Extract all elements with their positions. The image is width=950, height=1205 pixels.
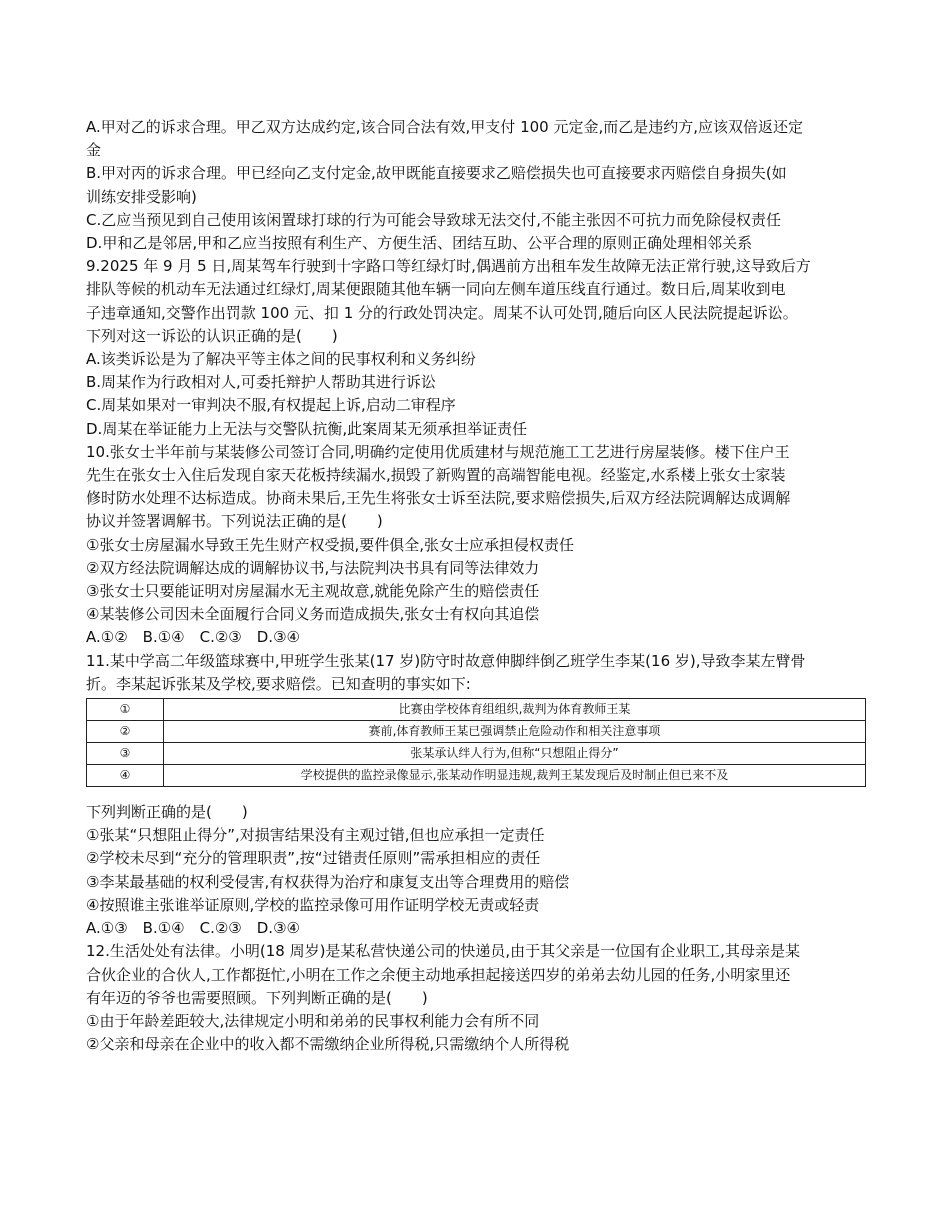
q10-statement-4: ④某装修公司因未全面履行合同义务而造成损失,张女士有权向其追偿 — [86, 605, 540, 624]
q8-option-d: D.甲和乙是邻居,甲和乙应当按照有利生产、方便生活、团结互助、公平合理的原则正确处理相邻关系 — [86, 234, 753, 253]
table-row — [87, 765, 866, 787]
fact-number: ④ — [87, 765, 164, 787]
q9-stem-line-3: 子违章通知,交警作出罚款 100 元、扣 1 分的行政处罚决定。周某不认可处罚,随后向区人民法院提起诉讼。 — [86, 303, 798, 322]
fact-text: 比赛由学校体育组组织,裁判为体育教师王某 — [164, 699, 866, 721]
q8-option-a-continued: 金 — [86, 141, 102, 160]
q9-option-a: A.该类诉讼是为了解决平等主体之间的民事权利和义务纠纷 — [86, 350, 476, 369]
question-11 — [86, 650, 868, 941]
q9-stem-line-4: 下列对这一诉讼的认识正确的是( ) — [86, 326, 338, 345]
q9-option-d: D.周某在举证能力上无法与交警队抗衡,此案周某无须承担举证责任 — [86, 419, 528, 438]
fact-number: ③ — [87, 743, 164, 765]
fact-text: 张某承认绊人行为,但称“只想阻止得分” — [164, 743, 866, 765]
q11-stem-line-1: 11.某中学高二年级篮球赛中,甲班学生张某(17 岁)防守时故意伸脚绊倒乙班学生李某(16 岁),导致李某左臂骨 — [86, 651, 806, 670]
table-row — [87, 721, 866, 743]
q11-statement-2: ②学校未尽到“充分的管理职责”,按“过错责任原则”需承担相应的责任 — [86, 849, 541, 868]
q11-question: 下列判断正确的是( ) — [86, 803, 248, 822]
fact-number: ② — [87, 721, 164, 743]
q11-facts-table — [86, 698, 866, 787]
q8-option-a: A.甲对乙的诉求合理。甲乙双方达成约定,该合同合法有效,甲支付 100 元定金,而乙是违约方,应该双倍返还定 — [86, 118, 804, 136]
q8-option-c: C.乙应当预见到自己使用该闲置球打球的行为可能会导致球无法交付,不能主张因不可抗力而免除侵权责任 — [86, 210, 782, 229]
q12-stem-line-1: 12.生活处处有法律。小明(18 周岁)是某私营快递公司的快递员,由于其父亲是一位国有企业职工,其母亲是某 — [86, 942, 800, 961]
q10-stem-line-1: 10.张女士半年前与某装修公司签订合同,明确约定使用优质建材与规范施工工艺进行房屋装修。楼下住户王 — [86, 442, 790, 461]
q8-option-b-continued: 训练安排受影响) — [86, 187, 197, 206]
q10-stem-line-2: 先生在张女士入住后发现自家天花板持续漏水,损毁了新购置的高端智能电视。经鉴定,水系楼上张女士家装 — [86, 466, 786, 485]
q11-stem-line-2: 折。李某起诉张某及学校,要求赔偿。已知查明的事实如下: — [86, 674, 471, 693]
q8-option-b: B.甲对丙的诉求合理。甲已经向乙支付定金,故甲既能直接要求乙赔偿损失也可直接要求丙赔偿自身损失(如 — [86, 164, 787, 183]
q12-stem-line-2: 合伙企业的合伙人,工作都挺忙,小明在工作之余便主动地承担起接送四岁的弟弟去幼儿园的任务,小明家里还 — [86, 965, 791, 984]
question-9 — [86, 255, 868, 441]
q10-stem-line-4: 协议并签署调解书。下列说法正确的是( ) — [86, 512, 383, 531]
q10-choices: A.①② B.①④ C.②③ D.③④ — [86, 628, 300, 647]
fact-number: ① — [87, 699, 164, 721]
q8-options — [86, 116, 868, 255]
q12-statement-1: ①由于年龄差距较大,法律规定小明和弟弟的民事权利能力会有所不同 — [86, 1011, 540, 1030]
q9-stem-line-2: 排队等候的机动车无法通过红绿灯,周某便跟随其他车辆一同向左侧车道压线直行通过。数日后,周某收到电 — [86, 280, 786, 299]
exam-page — [86, 116, 868, 1056]
q9-option-b: B.周某作为行政相对人,可委托辩护人帮助其进行诉讼 — [86, 373, 436, 392]
question-10 — [86, 441, 868, 650]
table-row — [87, 699, 866, 721]
q12-statement-2: ②父亲和母亲在企业中的收入都不需缴纳企业所得税,只需缴纳个人所得税 — [86, 1035, 570, 1054]
q11-choices: A.①③ B.①④ C.②③ D.③④ — [86, 919, 300, 938]
q10-statement-2: ②双方经法院调解达成的调解协议书,与法院判决书具有同等法律效力 — [86, 558, 540, 577]
table-row — [87, 743, 866, 765]
fact-text: 赛前,体育教师王某已强调禁止危险动作和相关注意事项 — [164, 721, 866, 743]
q10-statement-1: ①张女士房屋漏水导致王先生财产权受损,要件俱全,张女士应承担侵权责任 — [86, 535, 574, 554]
q9-option-c: C.周某如果对一审判决不服,有权提起上诉,启动二审程序 — [86, 396, 456, 415]
q12-stem-line-3: 有年迈的爷爷也需要照顾。下列判断正确的是( ) — [86, 988, 428, 1007]
q10-statement-3: ③张女士只要能证明对房屋漏水无主观故意,就能免除产生的赔偿责任 — [86, 582, 540, 601]
q11-statement-4: ④按照谁主张谁举证原则,学校的监控录像可用作证明学校无责或轻责 — [86, 895, 540, 914]
fact-text: 学校提供的监控录像显示,张某动作明显违规,裁判王某发现后及时制止但已来不及 — [164, 765, 866, 787]
q11-statement-1: ①张某“只想阻止得分”,对损害结果没有主观过错,但也应承担一定责任 — [86, 826, 545, 845]
q11-statement-3: ③李某最基础的权利受侵害,有权获得为治疗和康复支出等合理费用的赔偿 — [86, 872, 570, 891]
q10-stem-line-3: 修时防水处理不达标造成。协商未果后,王先生将张女士诉至法院,要求赔偿损失,后双方经法院调解达成调解 — [86, 489, 791, 508]
question-12 — [86, 940, 868, 1056]
q9-stem-line-1: 9.2025 年 9 月 5 日,周某驾车行驶到十字路口等红绿灯时,偶遇前方出租车发生故障无法正常行驶,这导致后方 — [86, 257, 811, 276]
